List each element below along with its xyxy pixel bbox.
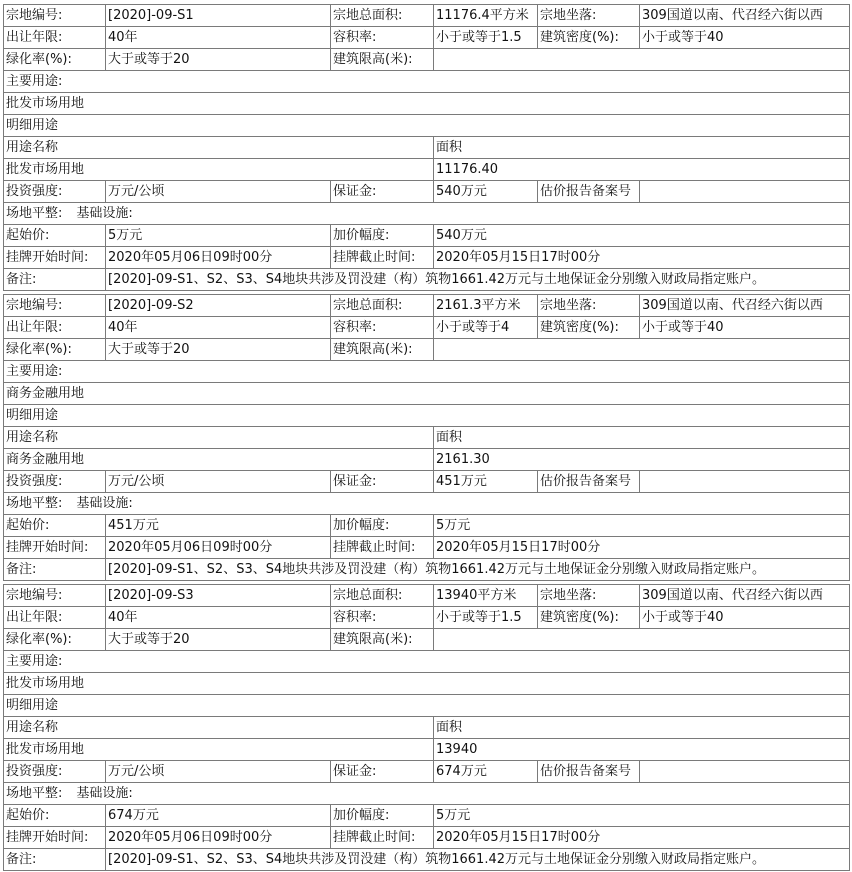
parcel-table-s2 <box>3 294 850 581</box>
label-list-end: 挂牌截止时间: <box>331 827 434 848</box>
height-limit-value <box>434 629 849 650</box>
density-value: 小于或等于40 <box>642 30 724 45</box>
start-price-value: 674万元 <box>106 805 331 826</box>
appraisal-value <box>640 761 849 782</box>
main-use-value: 商务金融用地 <box>6 386 85 401</box>
label-total-area: 宗地总面积: <box>331 5 434 26</box>
greening-value: 大于或等于20 <box>106 629 331 650</box>
label-term: 出让年限: <box>4 607 106 628</box>
label-use-name: 用途名称 <box>4 717 434 738</box>
label-detail-use: 明细用途 <box>6 118 59 133</box>
use-name-value: 商务金融用地 <box>4 449 434 470</box>
increment-value: 540万元 <box>436 228 487 243</box>
appraisal-value <box>640 471 849 492</box>
remark-value: [2020]-09-S1、S2、S3、S4地块共涉及罚没建（构）筑物1661.42万元与土地保证金分别缴入财政局指定账户。 <box>108 562 766 577</box>
row-remark <box>4 559 849 580</box>
label-total-area: 宗地总面积: <box>331 585 434 606</box>
row-detail-use <box>4 115 849 137</box>
term-value: 40年 <box>106 607 331 628</box>
label-start-price: 起始价: <box>4 515 106 536</box>
invest-unit: 万元/公顷 <box>106 181 331 202</box>
label-total-area: 宗地总面积: <box>331 295 434 316</box>
row-term <box>4 317 849 339</box>
label-height-limit: 建筑限高(米): <box>331 49 434 70</box>
label-remark: 备注: <box>4 559 106 580</box>
greening-value: 大于或等于20 <box>106 49 331 70</box>
parcel-no-value: [2020]-09-S1 <box>106 5 331 26</box>
invest-unit: 万元/公顷 <box>106 471 331 492</box>
label-infrastructure: 基础设施: <box>76 786 133 801</box>
label-parcel-no: 宗地编号: <box>4 295 106 316</box>
parcel-table-s3 <box>3 584 850 871</box>
appraisal-value <box>640 181 849 202</box>
row-listing <box>4 827 849 849</box>
label-area: 面积 <box>436 140 463 155</box>
row-main-use-label <box>4 361 849 383</box>
label-list-start: 挂牌开始时间: <box>4 247 106 268</box>
row-invest <box>4 761 849 783</box>
label-increment: 加价幅度: <box>331 515 434 536</box>
label-far: 容积率: <box>331 27 434 48</box>
label-density: 建筑密度(%): <box>538 317 640 338</box>
label-detail-use: 明细用途 <box>6 408 59 423</box>
invest-unit: 万元/公顷 <box>106 761 331 782</box>
row-use-item <box>4 739 849 761</box>
far-value: 小于或等于1.5 <box>434 27 538 48</box>
use-name-value: 批发市场用地 <box>4 159 434 180</box>
label-far: 容积率: <box>331 317 434 338</box>
label-height-limit: 建筑限高(米): <box>331 629 434 650</box>
row-main-use-value <box>4 93 849 115</box>
area-value: 13940 <box>436 742 478 757</box>
label-appraisal: 估价报告备案号 <box>538 761 640 782</box>
row-use-item <box>4 159 849 181</box>
row-basic <box>4 5 849 27</box>
label-main-use: 主要用途: <box>6 364 63 379</box>
label-list-end: 挂牌截止时间: <box>331 537 434 558</box>
list-end-value: 2020年05月15日17时00分 <box>436 830 601 845</box>
parcel-table-s1 <box>3 4 850 291</box>
label-increment: 加价幅度: <box>331 225 434 246</box>
label-appraisal: 估价报告备案号 <box>538 181 640 202</box>
label-remark: 备注: <box>4 849 106 870</box>
deposit-value: 674万元 <box>434 761 538 782</box>
row-listing <box>4 537 849 559</box>
row-use-item <box>4 449 849 471</box>
row-remark <box>4 269 849 290</box>
label-location: 宗地坐落: <box>538 295 640 316</box>
row-greening <box>4 339 849 361</box>
label-infrastructure: 基础设施: <box>76 496 133 511</box>
label-list-start: 挂牌开始时间: <box>4 537 106 558</box>
row-site <box>4 783 849 805</box>
use-name-value: 批发市场用地 <box>4 739 434 760</box>
start-price-value: 451万元 <box>106 515 331 536</box>
list-end-value: 2020年05月15日17时00分 <box>436 540 601 555</box>
list-start-value: 2020年05月06日09时00分 <box>106 247 331 268</box>
parcel-no-value: [2020]-09-S2 <box>106 295 331 316</box>
main-use-value: 批发市场用地 <box>6 96 85 111</box>
row-invest <box>4 471 849 493</box>
label-remark: 备注: <box>4 269 106 290</box>
row-basic <box>4 585 849 607</box>
label-site-leveling: 场地平整: <box>6 786 63 801</box>
label-detail-use: 明细用途 <box>6 698 59 713</box>
row-detail-use <box>4 405 849 427</box>
term-value: 40年 <box>106 317 331 338</box>
row-site <box>4 493 849 515</box>
site-cell <box>4 493 849 514</box>
row-detail-use <box>4 695 849 717</box>
label-use-name: 用途名称 <box>4 137 434 158</box>
row-main-use-label <box>4 71 849 93</box>
total-area-value: 11176.4平方米 <box>434 5 538 26</box>
label-area: 面积 <box>436 720 463 735</box>
row-listing <box>4 247 849 269</box>
row-term <box>4 607 849 629</box>
main-use-value: 批发市场用地 <box>6 676 85 691</box>
remark-value: [2020]-09-S1、S2、S3、S4地块共涉及罚没建（构）筑物1661.42万元与土地保证金分别缴入财政局指定账户。 <box>108 852 766 867</box>
list-start-value: 2020年05月06日09时00分 <box>106 537 331 558</box>
label-site-leveling: 场地平整: <box>6 206 63 221</box>
location-value: 309国道以南、代召经六街以西 <box>642 588 823 603</box>
height-limit-value <box>434 339 849 360</box>
label-start-price: 起始价: <box>4 225 106 246</box>
area-value: 2161.30 <box>436 452 490 467</box>
row-greening <box>4 629 849 651</box>
label-far: 容积率: <box>331 607 434 628</box>
list-start-value: 2020年05月06日09时00分 <box>106 827 331 848</box>
row-use-header <box>4 427 849 449</box>
row-main-use-label <box>4 651 849 673</box>
label-main-use: 主要用途: <box>6 654 63 669</box>
row-term <box>4 27 849 49</box>
label-increment: 加价幅度: <box>331 805 434 826</box>
density-value: 小于或等于40 <box>642 320 724 335</box>
area-value: 11176.40 <box>436 162 499 177</box>
row-remark <box>4 849 849 870</box>
label-greening: 绿化率(%): <box>4 629 106 650</box>
label-invest: 投资强度: <box>4 471 106 492</box>
label-deposit: 保证金: <box>331 471 434 492</box>
row-use-header <box>4 717 849 739</box>
label-term: 出让年限: <box>4 27 106 48</box>
label-deposit: 保证金: <box>331 181 434 202</box>
label-height-limit: 建筑限高(米): <box>331 339 434 360</box>
row-main-use-value <box>4 673 849 695</box>
label-density: 建筑密度(%): <box>538 27 640 48</box>
label-list-end: 挂牌截止时间: <box>331 247 434 268</box>
far-value: 小于或等于4 <box>434 317 538 338</box>
label-invest: 投资强度: <box>4 181 106 202</box>
label-term: 出让年限: <box>4 317 106 338</box>
row-price <box>4 515 849 537</box>
deposit-value: 540万元 <box>434 181 538 202</box>
label-start-price: 起始价: <box>4 805 106 826</box>
label-area: 面积 <box>436 430 463 445</box>
label-main-use: 主要用途: <box>6 74 63 89</box>
total-area-value: 13940平方米 <box>434 585 538 606</box>
row-greening <box>4 49 849 71</box>
term-value: 40年 <box>106 27 331 48</box>
label-greening: 绿化率(%): <box>4 49 106 70</box>
height-limit-value <box>434 49 849 70</box>
row-price <box>4 225 849 247</box>
start-price-value: 5万元 <box>106 225 331 246</box>
increment-value: 5万元 <box>436 518 471 533</box>
label-parcel-no: 宗地编号: <box>4 5 106 26</box>
deposit-value: 451万元 <box>434 471 538 492</box>
label-site-leveling: 场地平整: <box>6 496 63 511</box>
list-end-value: 2020年05月15日17时00分 <box>436 250 601 265</box>
location-value: 309国道以南、代召经六街以西 <box>642 298 823 313</box>
label-use-name: 用途名称 <box>4 427 434 448</box>
site-cell <box>4 203 849 224</box>
total-area-value: 2161.3平方米 <box>434 295 538 316</box>
row-site <box>4 203 849 225</box>
label-location: 宗地坐落: <box>538 5 640 26</box>
parcel-no-value: [2020]-09-S3 <box>106 585 331 606</box>
label-parcel-no: 宗地编号: <box>4 585 106 606</box>
row-basic <box>4 295 849 317</box>
label-infrastructure: 基础设施: <box>76 206 133 221</box>
label-appraisal: 估价报告备案号 <box>538 471 640 492</box>
far-value: 小于或等于1.5 <box>434 607 538 628</box>
label-density: 建筑密度(%): <box>538 607 640 628</box>
greening-value: 大于或等于20 <box>106 339 331 360</box>
site-cell <box>4 783 849 804</box>
location-value: 309国道以南、代召经六街以西 <box>642 8 823 23</box>
label-greening: 绿化率(%): <box>4 339 106 360</box>
label-list-start: 挂牌开始时间: <box>4 827 106 848</box>
label-location: 宗地坐落: <box>538 585 640 606</box>
row-main-use-value <box>4 383 849 405</box>
row-price <box>4 805 849 827</box>
remark-value: [2020]-09-S1、S2、S3、S4地块共涉及罚没建（构）筑物1661.42万元与土地保证金分别缴入财政局指定账户。 <box>108 272 766 287</box>
row-invest <box>4 181 849 203</box>
increment-value: 5万元 <box>436 808 471 823</box>
label-invest: 投资强度: <box>4 761 106 782</box>
density-value: 小于或等于40 <box>642 610 724 625</box>
row-use-header <box>4 137 849 159</box>
label-deposit: 保证金: <box>331 761 434 782</box>
